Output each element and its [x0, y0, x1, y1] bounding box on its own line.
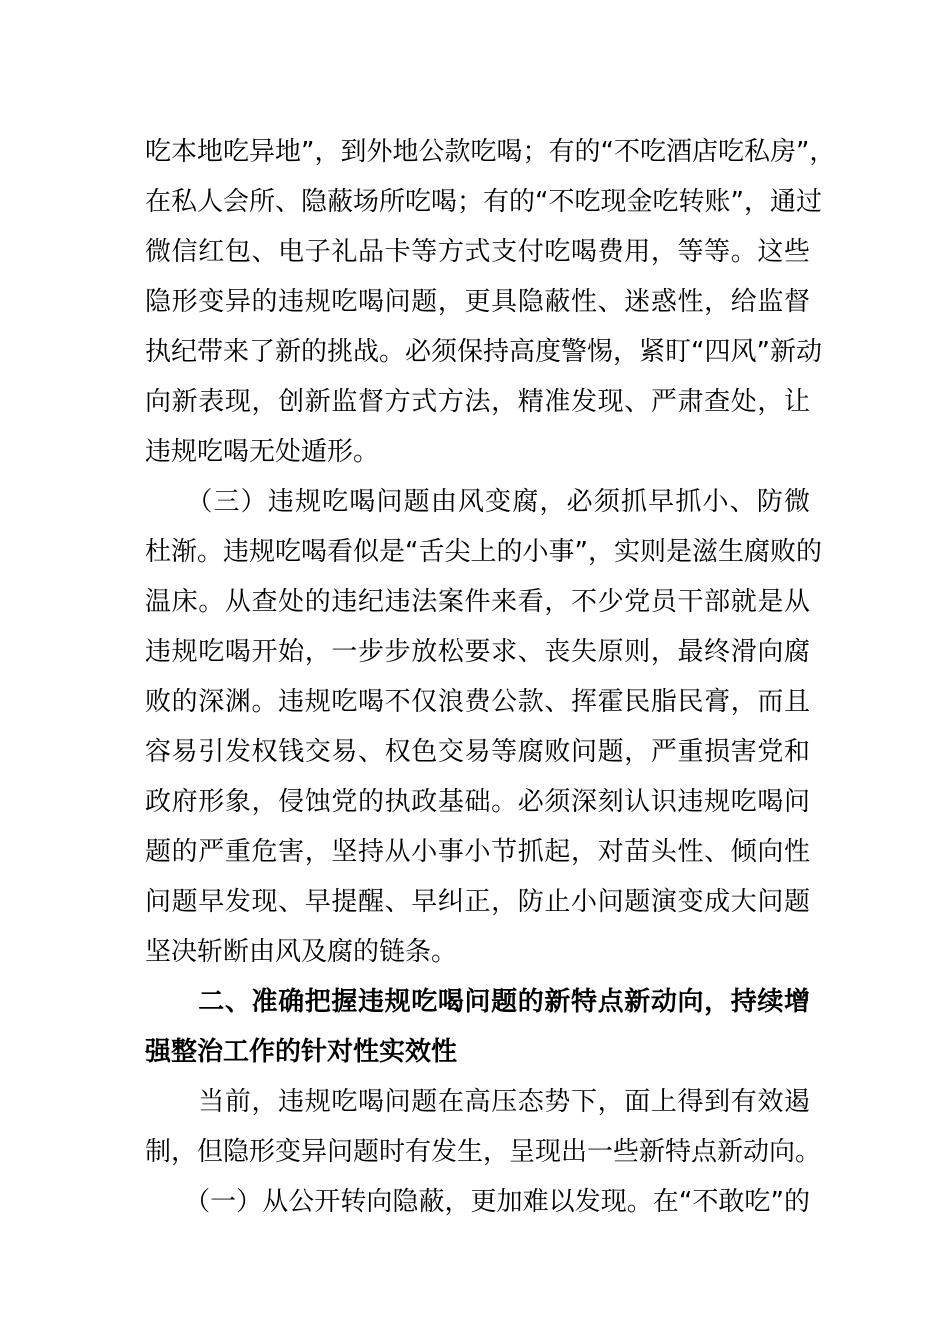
paragraph-line: 当前，违规吃喝问题在高压态势下，面上得到有效遏: [145, 1087, 810, 1117]
paragraph-line: 违规吃喝无处遁形。: [145, 437, 380, 467]
section-heading-line: 强整治工作的针对性实效性: [145, 1037, 458, 1067]
paragraph-line: 微信红包、电子礼品卡等方式支付吃喝费用，等等。这些: [145, 237, 810, 267]
paragraph-line: （三）违规吃喝问题由风变腐，必须抓早抓小、防微: [145, 487, 810, 517]
paragraph-line: 容易引发权钱交易、权色交易等腐败问题，严重损害党和: [145, 737, 810, 767]
paragraph-line: 坚决斩断由风及腐的链条。: [145, 937, 458, 967]
paragraph-line: 执纪带来了新的挑战。必须保持高度警惕，紧盯“四风”新动: [145, 337, 822, 367]
paragraph-line: 制，但隐形变异问题时有发生，呈现出一些新特点新动向。: [145, 1137, 822, 1167]
paragraph-line: 向新表现，创新监督方式方法，精准发现、严肃查处，让: [145, 387, 810, 417]
paragraph-line: 题的严重危害，坚持从小事小节抓起，对苗头性、倾向性: [145, 837, 810, 867]
paragraph-line: 隐形变异的违规吃喝问题，更具隐蔽性、迷惑性，给监督: [145, 287, 810, 317]
paragraph-line: 吃本地吃异地”，到外地公款吃喝；有的“不吃酒店吃私房”，: [145, 137, 836, 167]
section-heading-line: 二、准确把握违规吃喝问题的新特点新动向，持续增: [145, 987, 810, 1017]
paragraph-line: 政府形象，侵蚀党的执政基础。必须深刻认识违规吃喝问: [145, 787, 810, 817]
paragraph-line: 杜渐。违规吃喝看似是“舌尖上的小事”，实则是滋生腐败的: [145, 537, 822, 567]
paragraph-line: 违规吃喝开始，一步步放松要求、丧失原则，最终滑向腐: [145, 637, 810, 667]
document-body: [145, 127, 836, 1227]
paragraph-line: 在私人会所、隐蔽场所吃喝；有的“不吃现金吃转账”，通过: [145, 187, 822, 217]
paragraph-line: （一）从公开转向隐蔽，更加难以发现。在“不敢吃”的: [145, 1187, 810, 1217]
paragraph-line: 败的深渊。违规吃喝不仅浪费公款、挥霍民脂民膏，而且: [145, 687, 810, 717]
paragraph-line: 温床。从查处的违纪违法案件来看，不少党员干部就是从: [145, 587, 810, 617]
paragraph-line: 问题早发现、早提醒、早纠正，防止小问题演变成大问题: [145, 887, 810, 917]
